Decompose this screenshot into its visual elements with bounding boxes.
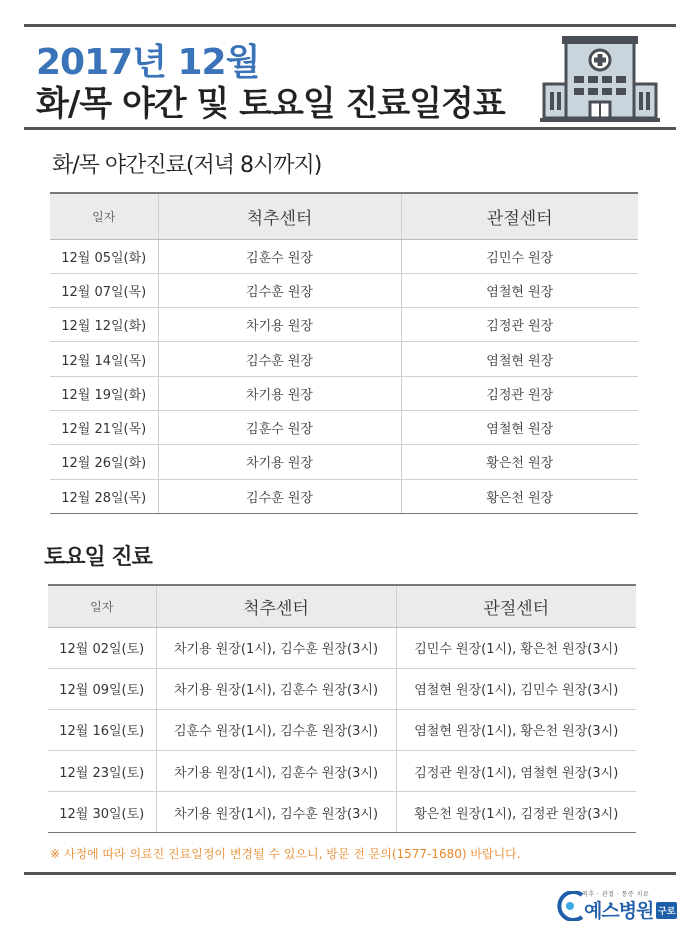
date-column-header: 일자: [50, 193, 158, 239]
date-cell: 12월 12일(화): [50, 308, 158, 342]
joint-doctor-cell: 황은천 원장(1시), 김정관 원장(3시): [396, 792, 636, 833]
date-cell: 12월 26일(화): [50, 445, 158, 479]
joint-doctor-cell: 염철현 원장: [401, 342, 638, 376]
joint-doctor-cell: 염철현 원장(1시), 김민수 원장(3시): [396, 668, 636, 709]
table-row: [50, 273, 638, 307]
spine-doctor-cell: 차기용 원장(1시), 김수훈 원장(3시): [156, 627, 396, 668]
date-cell: 12월 16일(토): [48, 709, 156, 750]
logo-branch-badge: 구로: [656, 902, 677, 919]
spine-center-column-header: 척추센터: [156, 585, 396, 627]
spine-doctor-cell: 김훈수 원장: [158, 239, 401, 273]
spine-doctor-cell: 차기용 원장: [158, 445, 401, 479]
page-title: 화/목 야간 및 토요일 진료일정표: [36, 84, 505, 124]
table-row: [48, 792, 636, 833]
spine-doctor-cell: 차기용 원장: [158, 308, 401, 342]
date-cell: 12월 05일(화): [50, 239, 158, 273]
spine-doctor-cell: 김수훈 원장: [158, 342, 401, 376]
table-row: [48, 751, 636, 792]
header-rule: [24, 127, 676, 130]
table-header-row: [48, 585, 636, 627]
spine-doctor-cell: 차기용 원장: [158, 376, 401, 410]
spine-center-column-header: 척추센터: [158, 193, 401, 239]
table-row: [50, 445, 638, 479]
hospital-building-icon: [540, 32, 660, 124]
night-schedule-table: [50, 192, 638, 514]
table-row: [50, 239, 638, 273]
joint-doctor-cell: 황은천 원장: [401, 479, 638, 513]
top-rule: [24, 24, 676, 27]
table-row: [50, 342, 638, 376]
spine-doctor-cell: 차기용 원장(1시), 김훈수 원장(3시): [156, 751, 396, 792]
joint-doctor-cell: 염철현 원장(1시), 황은천 원장(3시): [396, 709, 636, 750]
table-row: [50, 308, 638, 342]
bottom-rule: [24, 872, 676, 875]
table-row: [50, 376, 638, 410]
joint-doctor-cell: 염철현 원장: [401, 410, 638, 444]
logo-name: 예스병원: [584, 900, 654, 922]
joint-doctor-cell: 염철현 원장: [401, 273, 638, 307]
joint-doctor-cell: 김민수 원장(1시), 황은천 원장(3시): [396, 627, 636, 668]
spine-doctor-cell: 김수훈 원장: [158, 479, 401, 513]
date-cell: 12월 19일(화): [50, 376, 158, 410]
logo-tagline: 척추 · 관절 · 통증 치료: [582, 891, 650, 898]
joint-center-column-header: 관절센터: [401, 193, 638, 239]
joint-doctor-cell: 김민수 원장: [401, 239, 638, 273]
spine-doctor-cell: 김수훈 원장: [158, 273, 401, 307]
spine-doctor-cell: 김훈수 원장: [158, 410, 401, 444]
saturday-section-title: 토요일 진료: [44, 545, 152, 570]
spine-doctor-cell: 김훈수 원장(1시), 김수훈 원장(3시): [156, 709, 396, 750]
date-cell: 12월 09일(토): [48, 668, 156, 709]
table-header-row: [50, 193, 638, 239]
saturday-schedule-table: [48, 584, 636, 833]
spine-doctor-cell: 차기용 원장(1시), 김수훈 원장(3시): [156, 792, 396, 833]
table-row: [48, 627, 636, 668]
date-cell: 12월 02일(토): [48, 627, 156, 668]
joint-doctor-cell: 김정관 원장(1시), 염철현 원장(3시): [396, 751, 636, 792]
joint-doctor-cell: 황은천 원장: [401, 445, 638, 479]
date-cell: 12월 07일(목): [50, 273, 158, 307]
yes-hospital-logo: [548, 885, 680, 925]
night-section-title: 화/목 야간진료(저녁 8시까지): [52, 153, 322, 178]
year-month-title: 2017년 12월: [36, 42, 260, 83]
joint-doctor-cell: 김정관 원장: [401, 308, 638, 342]
table-row: [48, 668, 636, 709]
date-column-header: 일자: [48, 585, 156, 627]
joint-doctor-cell: 김정관 원장: [401, 376, 638, 410]
spine-doctor-cell: 차기용 원장(1시), 김훈수 원장(3시): [156, 668, 396, 709]
date-cell: 12월 28일(목): [50, 479, 158, 513]
date-cell: 12월 14일(목): [50, 342, 158, 376]
date-cell: 12월 30일(토): [48, 792, 156, 833]
table-row: [48, 709, 636, 750]
schedule-change-notice: ※ 사정에 따라 의료진 진료일정이 변경될 수 있으니, 방문 전 문의(1577-1680) 바랍니다.: [50, 847, 521, 861]
yes-hospital-logo-mark: [552, 891, 586, 921]
date-cell: 12월 23일(토): [48, 751, 156, 792]
date-cell: 12월 21일(목): [50, 410, 158, 444]
joint-center-column-header: 관절센터: [396, 585, 636, 627]
table-row: [50, 479, 638, 513]
table-row: [50, 410, 638, 444]
